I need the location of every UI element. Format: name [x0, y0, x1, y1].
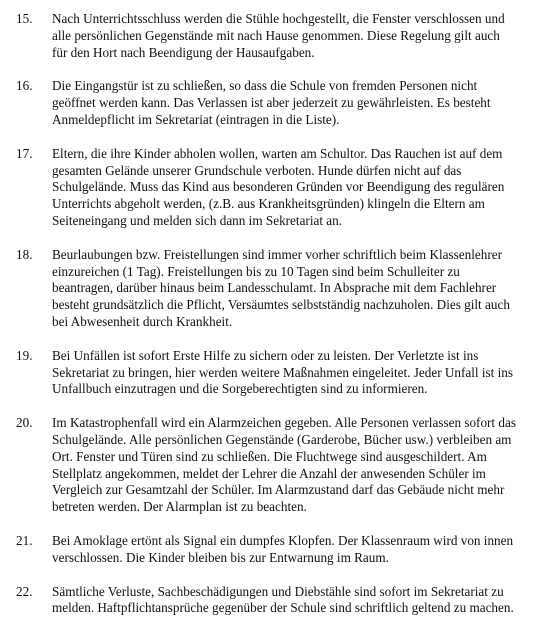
rule-item-19 — [16, 348, 517, 398]
rule-number: 16. — [16, 78, 33, 94]
rule-number: 15. — [16, 11, 33, 26]
rule-item-21 — [16, 533, 517, 567]
rule-number: 17. — [16, 145, 33, 161]
rule-number: 22. — [16, 583, 33, 599]
rule-number: 21. — [16, 532, 33, 548]
rule-text: Beurlaubungen bzw. Freistellungen sind immer vorher schriftlich beim Klassenlehrer einzureichen (1 Tag). Freistellungen bis zu 10 Tagen sind beim Schulleiter zu beantragen, darüber hinaus beim Landesschulamt. In Absprache mit dem Fachlehrer besteht grundsätzlich die Pflicht, Versäumtes selbstständig nachzuholen. Dies gilt auch bei Abwesenheit durch Krankheit. — [52, 246, 510, 329]
rule-text: Die Eingangstür ist zu schließen, so dass die Schule von fremden Personen nicht geöffnet werden kann. Das Verlassen ist aber jederzeit zu gewährleisten. Es besteht Anmeldepflicht im Sekretariat (eintragen in die Liste). — [52, 78, 491, 127]
rule-item-22 — [16, 584, 517, 617]
rule-text: Eltern, die ihre Kinder abholen wollen, warten am Schultor. Das Rauchen ist auf dem gesamten Gelände unserer Grundschule verboten. Hunde dürfen nicht auf das Schulgelände. Muss das Kind aus besonderen Gründen vor Beendigung des regulären Unterrichts abgeholt werden, (z.B. aus Krankheitsgründen) klingeln die Eltern am Seiteneingang und melden sich dann im Sekretariat an. — [52, 145, 505, 228]
rule-item-18 — [16, 247, 517, 331]
rule-number: 20. — [16, 415, 33, 431]
rule-text: Sämtliche Verluste, Sachbeschädigungen und Diebstähle sind sofort im Sekretariat zu melden. Haftpflichtansprüche gegenüber der Schule sind schriftlich geltend zu machen. — [52, 583, 514, 616]
rule-text: Nach Unterrichtsschluss werden die Stühle hochgestellt, die Fenster verschlossen und alle persönlichen Gegenstände mit nach Hause genommen. Diese Regelung gilt auch für den Hort nach Beendigung der Hausaufgaben. — [52, 11, 505, 60]
rule-text: Bei Amoklage ertönt als Signal ein dumpfes Klopfen. Der Klassenraum wird von innen verschlossen. Die Kinder bleiben bis zur Entwarnung im Raum. — [52, 532, 514, 565]
rule-item-16 — [16, 78, 517, 128]
rule-item-15 — [16, 11, 517, 61]
rule-number: 19. — [16, 347, 33, 363]
rule-text: Im Katastrophenfall wird ein Alarmzeichen gegeben. Alle Personen verlassen sofort das Schulgelände. Alle persönlichen Gegenstände (Garderobe, Bücher usw.) verbleiben am Ort. Fenster und Türen sind zu schließen. Die Fluchtwege sind ausgeschildert. Am Stellplatz angekommen, meldet der Lehrer die Anzahl der anwesenden Schüler im Vergleich zur Gesamtzahl der Schüler. Im Alarmzustand darf das Gebäude nicht mehr betreten werden. Der Alarmplan ist zu beachten. — [52, 415, 516, 515]
rule-item-20 — [16, 415, 517, 516]
rule-text: Bei Unfällen ist sofort Erste Hilfe zu sichern oder zu leisten. Der Verletzte ist ins Sekretariat zu bringen, hier werden weitere Maßnahmen eingeleitet. Jeder Unfall ist ins Unfallbuch einzutragen und die Sorgeberechtigten sind zu informieren. — [52, 347, 514, 397]
rule-number: 18. — [16, 246, 33, 262]
rule-item-17 — [16, 146, 517, 230]
